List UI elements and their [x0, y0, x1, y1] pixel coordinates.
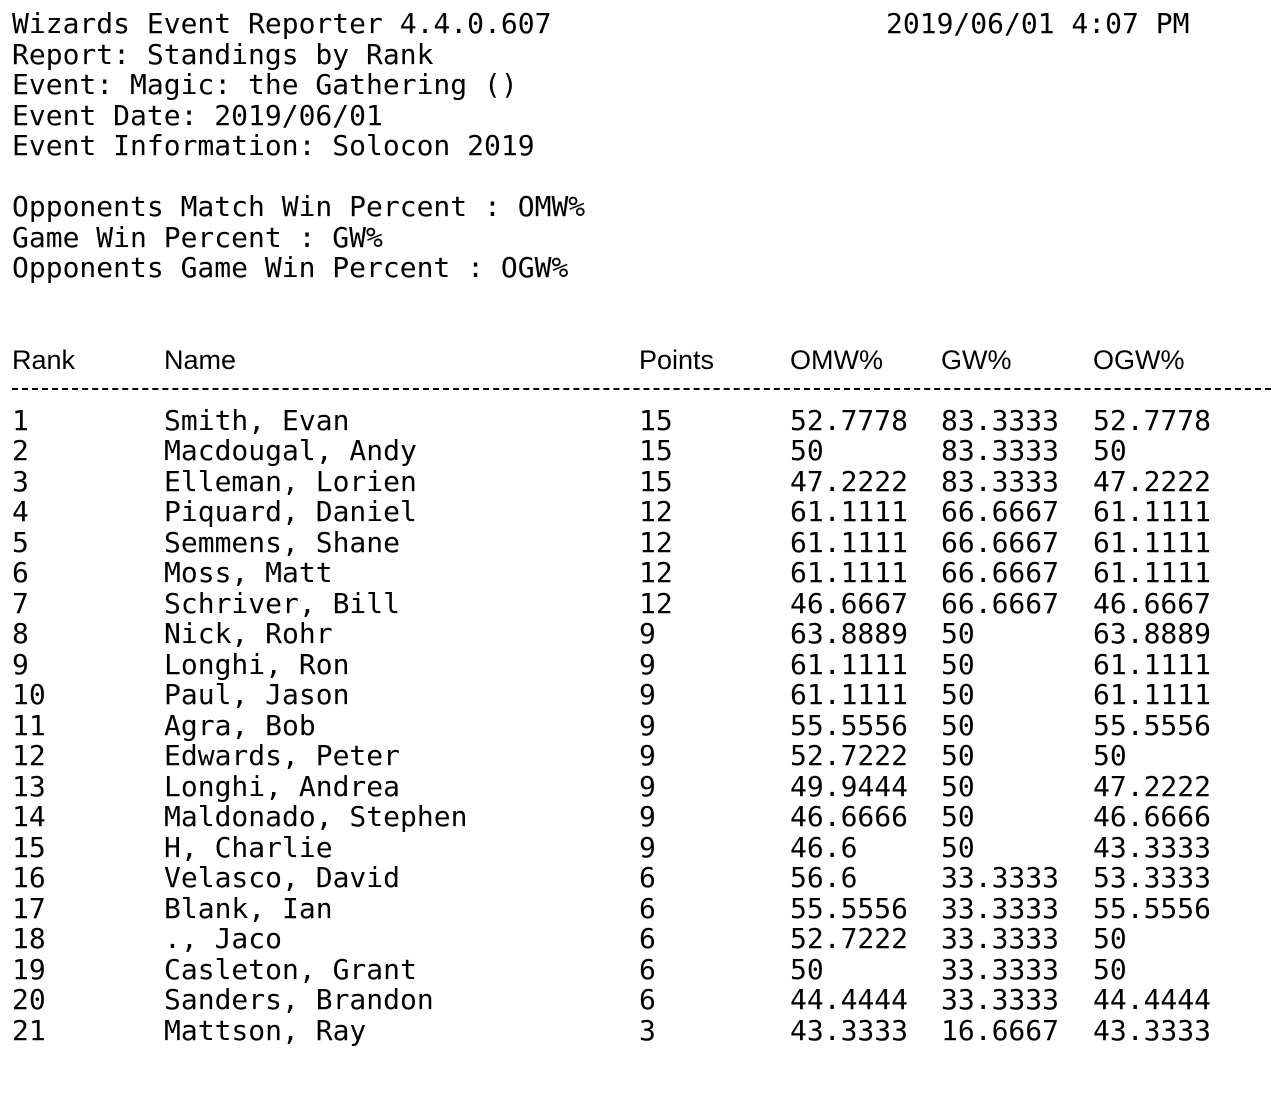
cell-omw: 61.1111	[790, 495, 909, 528]
cell-points: 9	[639, 769, 656, 803]
cell-omw: 47.2222	[790, 464, 909, 498]
cell-points: 12	[639, 525, 673, 559]
table-row	[12, 924, 1271, 955]
cell-name: H, Charlie	[164, 830, 333, 864]
cell-omw: 61.1111	[790, 525, 909, 559]
spacer	[12, 284, 1271, 345]
legend-omw: Opponents Match Win Percent : OMW%	[12, 190, 586, 223]
table-row	[12, 464, 1271, 498]
table-row	[12, 952, 1271, 986]
cell-rank: 4	[12, 495, 29, 528]
cell-rank: 13	[12, 769, 46, 803]
cell-gw: 50	[941, 647, 975, 681]
cell-omw: 52.7222	[790, 739, 909, 772]
column-header-points: Points	[639, 344, 715, 375]
cell-gw: 83.3333	[941, 434, 1060, 467]
table-row	[12, 863, 1271, 894]
cell-gw: 83.3333	[941, 464, 1060, 498]
cell-rank: 12	[12, 739, 46, 772]
cell-rank: 17	[12, 891, 46, 925]
cell-ogw: 53.3333	[1093, 861, 1212, 894]
cell-omw: 61.1111	[790, 647, 909, 681]
column-header-gw: GW%	[941, 344, 1012, 375]
cell-name: Semmens, Shane	[164, 525, 401, 559]
cell-points: 9	[639, 739, 656, 772]
cell-ogw: 61.1111	[1093, 678, 1212, 711]
cell-ogw: 46.6667	[1093, 586, 1212, 620]
cell-points: 15	[639, 434, 673, 467]
cell-rank: 16	[12, 861, 46, 894]
cell-name: Paul, Jason	[164, 678, 350, 711]
cell-rank: 21	[12, 1013, 46, 1047]
cell-points: 9	[639, 678, 656, 711]
cell-omw: 49.9444	[790, 769, 909, 803]
cell-gw: 50	[941, 708, 975, 742]
table-row	[12, 830, 1271, 864]
standings-report	[12, 9, 1271, 1046]
table-row	[12, 436, 1271, 467]
table-row	[12, 619, 1271, 650]
cell-gw: 50	[941, 739, 975, 772]
legend-ogw: Opponents Game Win Percent : OGW%	[12, 251, 569, 284]
cell-name: Velasco, David	[164, 861, 401, 894]
cell-rank: 14	[12, 800, 46, 833]
cell-rank: 2	[12, 434, 29, 467]
cell-omw: 50	[790, 952, 824, 986]
cell-rank: 15	[12, 830, 46, 864]
cell-rank: 19	[12, 952, 46, 986]
cell-points: 6	[639, 861, 656, 894]
report-name: Report: Standings by Rank	[12, 37, 434, 71]
cell-points: 9	[639, 708, 656, 742]
spacer	[12, 162, 1271, 193]
cell-ogw: 50	[1093, 922, 1127, 955]
table-row	[12, 647, 1271, 681]
cell-name: Maldonado, Stephen	[164, 800, 468, 833]
cell-rank: 18	[12, 922, 46, 955]
cell-gw: 50	[941, 800, 975, 833]
cell-omw: 56.6	[790, 861, 858, 894]
table-row	[12, 708, 1271, 742]
cell-name: Elleman, Lorien	[164, 464, 417, 498]
cell-gw: 33.3333	[941, 891, 1060, 925]
table-row	[12, 769, 1271, 803]
table-row	[12, 525, 1271, 559]
table-row	[12, 558, 1271, 589]
cell-omw: 61.1111	[790, 556, 909, 589]
table-header	[12, 345, 1271, 376]
table-row	[12, 586, 1271, 620]
report-timestamp: 2019/06/01 4:07 PM	[886, 7, 1190, 40]
cell-name: Smith, Evan	[164, 403, 350, 437]
legend-gw: Game Win Percent : GW%	[12, 220, 383, 254]
cell-name: Sanders, Brandon	[164, 983, 434, 1016]
cell-gw: 50	[941, 830, 975, 864]
cell-ogw: 55.5556	[1093, 891, 1212, 925]
cell-points: 12	[639, 556, 673, 589]
standings-table-body	[12, 403, 1271, 1047]
table-row	[12, 985, 1271, 1016]
header-divider	[12, 375, 1271, 406]
cell-points: 9	[639, 617, 656, 650]
cell-points: 9	[639, 647, 656, 681]
cell-omw: 52.7222	[790, 922, 909, 955]
cell-points: 9	[639, 800, 656, 833]
cell-rank: 5	[12, 525, 29, 559]
cell-gw: 83.3333	[941, 403, 1060, 437]
cell-omw: 52.7778	[790, 403, 909, 437]
cell-name: Nick, Rohr	[164, 617, 333, 650]
cell-gw: 66.6667	[941, 495, 1060, 528]
cell-name: Piquard, Daniel	[164, 495, 417, 528]
cell-name: Mattson, Ray	[164, 1013, 367, 1047]
table-row	[12, 802, 1271, 833]
cell-gw: 33.3333	[941, 952, 1060, 986]
cell-omw: 61.1111	[790, 678, 909, 711]
cell-gw: 66.6667	[941, 586, 1060, 620]
event-date: Event Date: 2019/06/01	[12, 98, 383, 132]
cell-omw: 55.5556	[790, 891, 909, 925]
cell-name: Edwards, Peter	[164, 739, 401, 772]
cell-name: Agra, Bob	[164, 708, 316, 742]
cell-gw: 50	[941, 617, 975, 650]
cell-ogw: 44.4444	[1093, 983, 1212, 1016]
cell-ogw: 50	[1093, 952, 1127, 986]
cell-rank: 10	[12, 678, 46, 711]
table-row	[12, 891, 1271, 925]
cell-name: ., Jaco	[164, 922, 283, 955]
cell-omw: 46.6667	[790, 586, 909, 620]
column-header-ogw: OGW%	[1093, 344, 1185, 375]
cell-ogw: 55.5556	[1093, 708, 1212, 742]
cell-name: Schriver, Bill	[164, 586, 401, 620]
cell-ogw: 61.1111	[1093, 556, 1212, 589]
cell-name: Moss, Matt	[164, 556, 333, 589]
cell-points: 6	[639, 891, 656, 925]
dashed-rule	[12, 388, 1271, 390]
cell-gw: 16.6667	[941, 1013, 1060, 1047]
cell-omw: 43.3333	[790, 1013, 909, 1047]
cell-gw: 66.6667	[941, 556, 1060, 589]
cell-omw: 46.6666	[790, 800, 909, 833]
cell-points: 15	[639, 464, 673, 498]
cell-ogw: 63.8889	[1093, 617, 1212, 650]
cell-ogw: 61.1111	[1093, 647, 1212, 681]
column-header-name: Name	[164, 344, 237, 375]
event-name: Event: Magic: the Gathering ()	[12, 68, 518, 101]
cell-ogw: 47.2222	[1093, 769, 1212, 803]
column-header-rank: Rank	[12, 344, 76, 375]
column-header-omw: OMW%	[790, 344, 883, 375]
title-line	[12, 9, 1271, 40]
cell-rank: 1	[12, 403, 29, 437]
table-row	[12, 741, 1271, 772]
cell-name: Blank, Ian	[164, 891, 333, 925]
cell-gw: 33.3333	[941, 983, 1060, 1016]
table-row	[12, 497, 1271, 528]
table-row	[12, 403, 1271, 437]
cell-points: 15	[639, 403, 673, 437]
cell-points: 6	[639, 983, 656, 1016]
cell-omw: 55.5556	[790, 708, 909, 742]
cell-gw: 33.3333	[941, 861, 1060, 894]
cell-points: 6	[639, 952, 656, 986]
cell-rank: 7	[12, 586, 29, 620]
cell-ogw: 43.3333	[1093, 830, 1212, 864]
cell-name: Longhi, Ron	[164, 647, 350, 681]
cell-name: Casleton, Grant	[164, 952, 417, 986]
cell-rank: 11	[12, 708, 46, 742]
cell-ogw: 52.7778	[1093, 403, 1212, 437]
cell-points: 9	[639, 830, 656, 864]
cell-ogw: 50	[1093, 434, 1127, 467]
cell-rank: 20	[12, 983, 46, 1016]
cell-ogw: 46.6666	[1093, 800, 1212, 833]
cell-omw: 50	[790, 434, 824, 467]
table-row	[12, 680, 1271, 711]
cell-ogw: 50	[1093, 739, 1127, 772]
cell-name: Longhi, Andrea	[164, 769, 401, 803]
cell-ogw: 61.1111	[1093, 525, 1212, 559]
cell-ogw: 61.1111	[1093, 495, 1212, 528]
cell-rank: 9	[12, 647, 29, 681]
cell-rank: 8	[12, 617, 29, 650]
cell-points: 6	[639, 922, 656, 955]
cell-omw: 46.6	[790, 830, 858, 864]
cell-points: 12	[639, 495, 673, 528]
cell-gw: 33.3333	[941, 922, 1060, 955]
cell-rank: 3	[12, 464, 29, 498]
cell-gw: 50	[941, 769, 975, 803]
cell-points: 12	[639, 586, 673, 620]
cell-points: 3	[639, 1013, 656, 1047]
app-title: Wizards Event Reporter 4.4.0.607	[12, 7, 552, 40]
cell-omw: 63.8889	[790, 617, 909, 650]
cell-ogw: 43.3333	[1093, 1013, 1212, 1047]
event-information: Event Information: Solocon 2019	[12, 129, 535, 162]
table-row	[12, 1013, 1271, 1047]
cell-omw: 44.4444	[790, 983, 909, 1016]
cell-ogw: 47.2222	[1093, 464, 1212, 498]
cell-rank: 6	[12, 556, 29, 589]
cell-name: Macdougal, Andy	[164, 434, 417, 467]
cell-gw: 66.6667	[941, 525, 1060, 559]
cell-gw: 50	[941, 678, 975, 711]
